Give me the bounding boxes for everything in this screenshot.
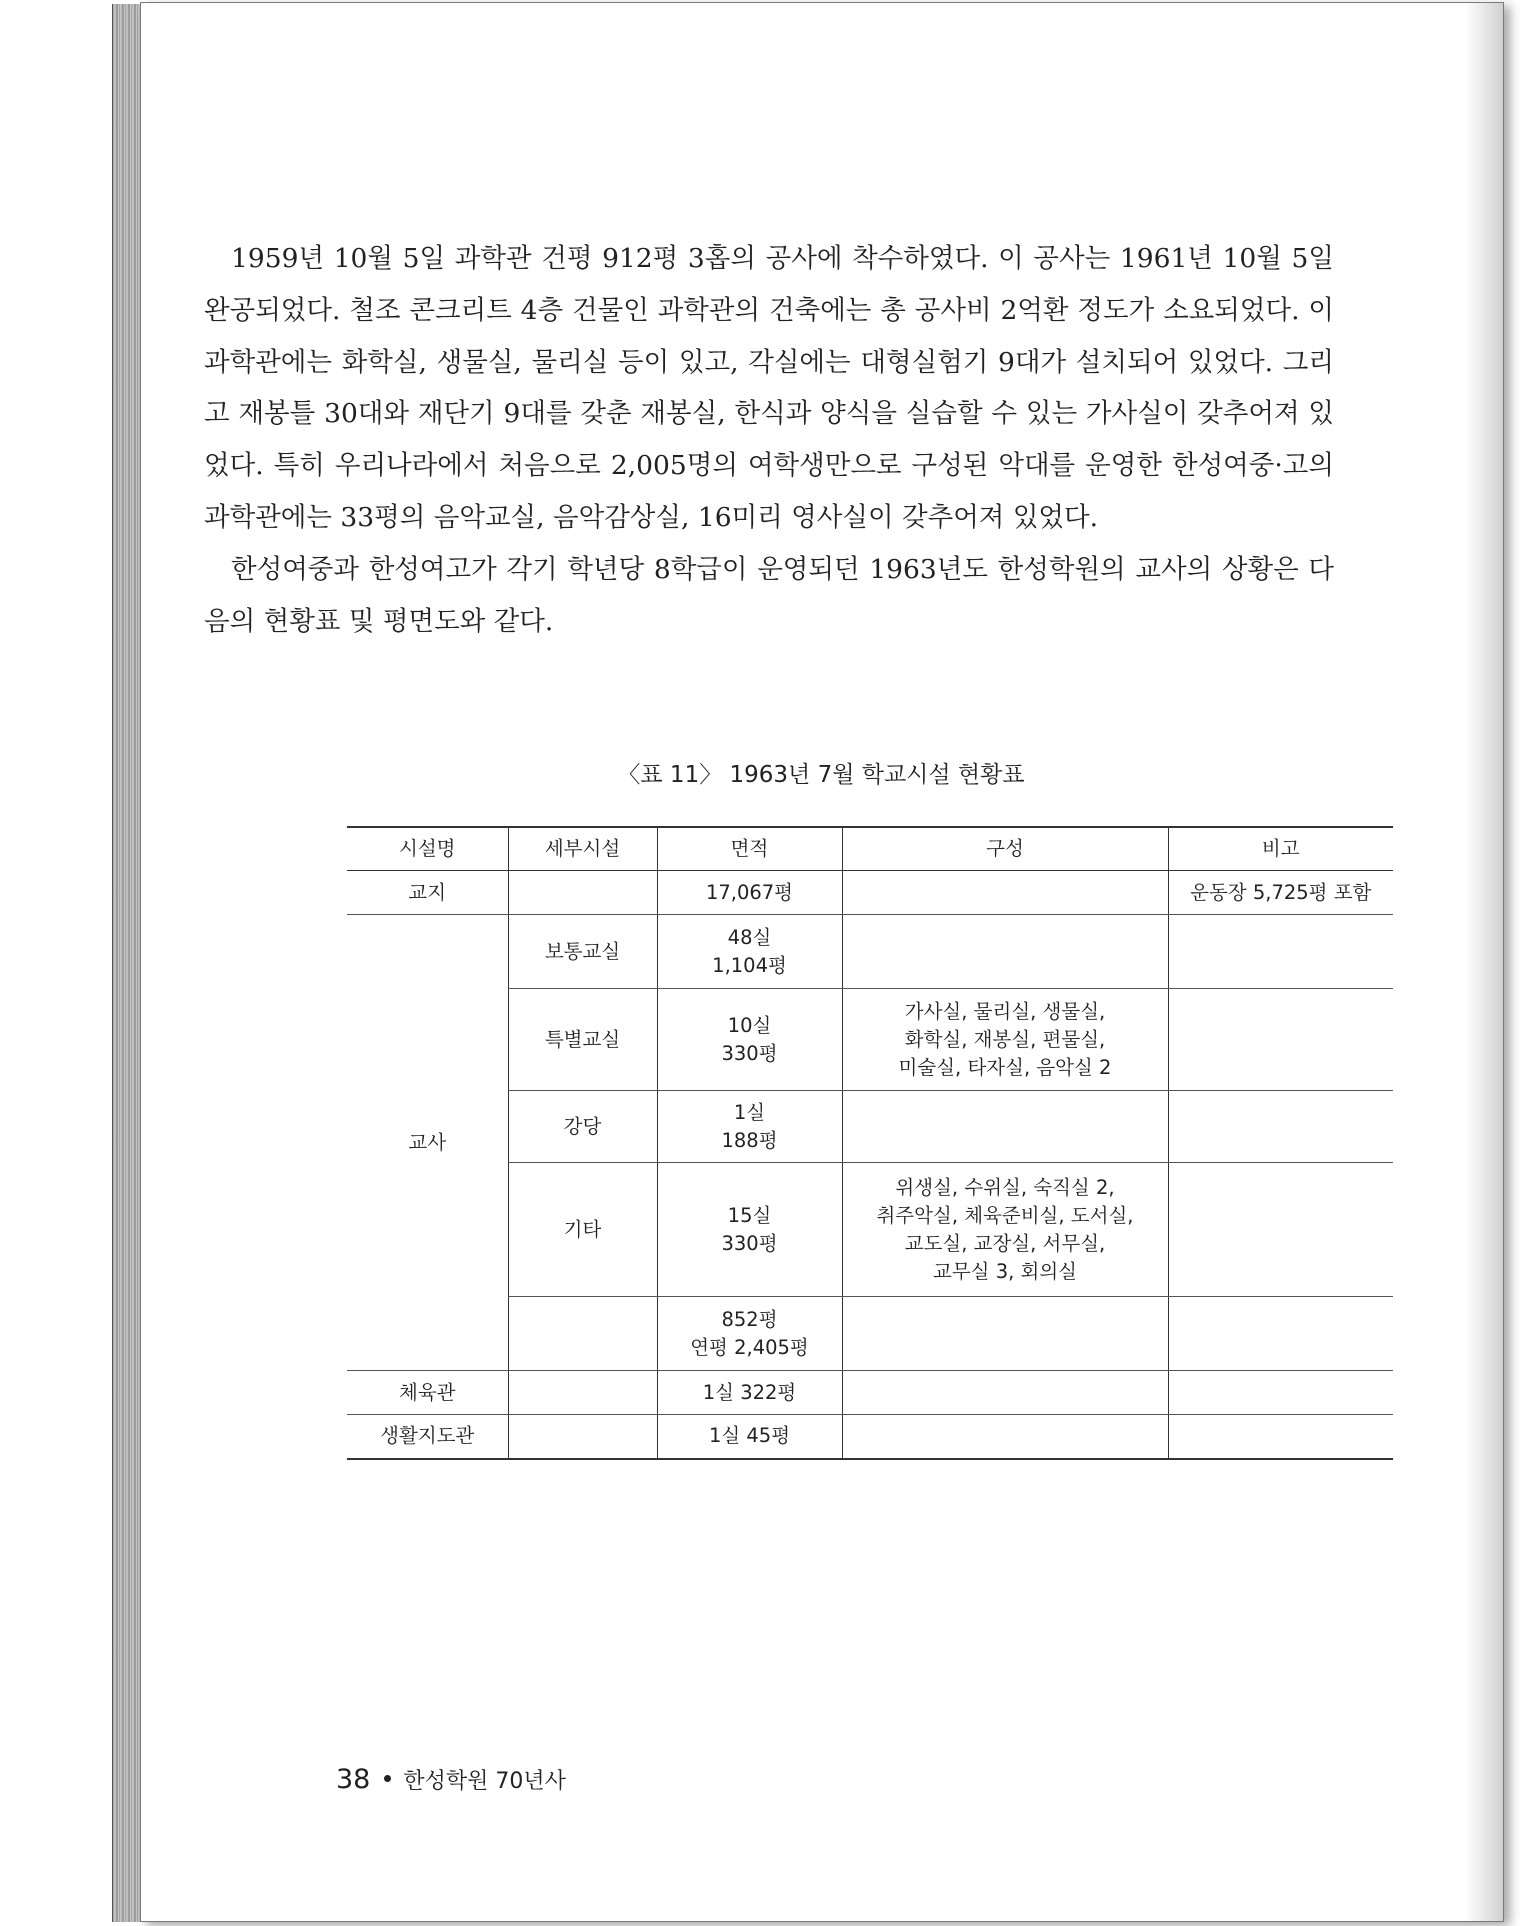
cell-facility: 교사 — [347, 915, 508, 1371]
table-row — [347, 1415, 1393, 1459]
area-line: 1,104평 — [712, 953, 787, 977]
cell-composition — [842, 1415, 1168, 1459]
composition-line: 미술실, 타자실, 음악실 2 — [898, 1055, 1112, 1079]
cell-composition — [842, 1371, 1168, 1415]
header-note: 비고 — [1168, 827, 1393, 871]
cell-facility: 생활지도관 — [347, 1415, 508, 1459]
area-line: 852평 — [721, 1307, 778, 1331]
composition-line: 교무실 3, 회의실 — [932, 1259, 1078, 1283]
cell-note — [1168, 1297, 1393, 1371]
cell-note — [1168, 1091, 1393, 1163]
cell-composition — [842, 989, 1168, 1091]
paragraph-1: 1959년 10월 5일 과학관 건평 912평 3홉의 공사에 착수하였다. 이 공사는 1961년 10월 5일 완공되었다. 철조 콘크리트 4층 건물인 과학관의 건축에는 총 공사비 2억환 정도가 소요되었다. 이 과학관에는 화학실, 생물실, 물리실 등이 있고, 각실에는 대형실험기 9대가 설치되어 있었다. 그리고 재봉틀 30대와 재단기 9대를 갖춘 재봉실, 한식과 양식을 실습할 수 있는 가사실이 갖추어져 있었다. 특히 우리나라에서 처음으로 2,005명의 여학생만으로 구성된 악대를 운영한 한성여중·고의 과학관에는 33평의 음악교실, 음악감상실, 16미리 영사실이 갖추어져 있었다. — [204, 243, 1334, 533]
cell-subfacility: 특별교실 — [508, 989, 657, 1091]
cell-area — [657, 989, 842, 1091]
composition-line: 가사실, 물리실, 생물실, — [904, 999, 1106, 1023]
area-line: 188평 — [721, 1128, 778, 1152]
cell-subfacility — [508, 1415, 657, 1459]
composition-line: 취주악실, 체육준비실, 도서실, — [876, 1203, 1134, 1227]
composition-line: 교도실, 교장실, 서무실, — [904, 1231, 1106, 1255]
table-row — [347, 915, 1393, 989]
cell-area: 17,067평 — [657, 871, 842, 915]
cell-subfacility — [508, 1297, 657, 1371]
area-line: 330평 — [721, 1231, 778, 1255]
header-composition: 구성 — [842, 827, 1168, 871]
facility-table — [347, 826, 1393, 1460]
cell-area — [657, 915, 842, 989]
cell-composition — [842, 915, 1168, 989]
area-line: 10실 — [727, 1013, 772, 1037]
cell-composition — [842, 1297, 1168, 1371]
cell-note — [1168, 915, 1393, 989]
table-row — [347, 1371, 1393, 1415]
cell-facility: 체육관 — [347, 1371, 508, 1415]
cell-area: 1실 322평 — [657, 1371, 842, 1415]
bullet-dot-icon — [384, 1775, 391, 1782]
cell-note — [1168, 1163, 1393, 1297]
book-title: 한성학원 70년사 — [403, 1769, 566, 1794]
cell-area: 1실 45평 — [657, 1415, 842, 1459]
cell-area — [657, 1163, 842, 1297]
area-line: 연평 2,405평 — [690, 1335, 809, 1359]
area-line: 48실 — [727, 925, 772, 949]
cell-facility: 교지 — [347, 871, 508, 915]
table-caption: 〈표 11〉 1963년 7월 학교시설 현황표 — [617, 762, 1025, 788]
cell-subfacility: 기타 — [508, 1163, 657, 1297]
cell-subfacility: 강당 — [508, 1091, 657, 1163]
cell-subfacility: 보통교실 — [508, 915, 657, 989]
area-line: 330평 — [721, 1041, 778, 1065]
composition-line: 화학실, 재봉실, 편물실, — [904, 1027, 1106, 1051]
table-row — [347, 871, 1393, 915]
cell-area — [657, 1091, 842, 1163]
area-line: 1실 — [733, 1100, 766, 1124]
cell-note — [1168, 989, 1393, 1091]
cell-subfacility — [508, 871, 657, 915]
page-footer — [336, 1764, 566, 1795]
body-text — [204, 233, 1334, 647]
cell-note: 운동장 5,725평 포함 — [1168, 871, 1393, 915]
cell-composition — [842, 1091, 1168, 1163]
cell-composition — [842, 871, 1168, 915]
cell-subfacility — [508, 1371, 657, 1415]
cell-area — [657, 1297, 842, 1371]
area-line: 15실 — [727, 1203, 772, 1227]
page-gutter-shade — [1465, 3, 1503, 1921]
table-header-row — [347, 827, 1393, 871]
header-area: 면적 — [657, 827, 842, 871]
composition-line: 위생실, 수위실, 숙직실 2, — [895, 1175, 1115, 1199]
cell-note — [1168, 1415, 1393, 1459]
header-subfacility: 세부시설 — [508, 827, 657, 871]
header-facility: 시설명 — [347, 827, 508, 871]
paragraph-2: 한성여중과 한성여고가 각기 학년당 8학급이 운영되던 1963년도 한성학원의 교사의 상황은 다음의 현황표 및 평면도와 같다. — [204, 553, 1334, 637]
cell-composition — [842, 1163, 1168, 1297]
page-number: 38 — [336, 1764, 371, 1795]
cell-note — [1168, 1371, 1393, 1415]
